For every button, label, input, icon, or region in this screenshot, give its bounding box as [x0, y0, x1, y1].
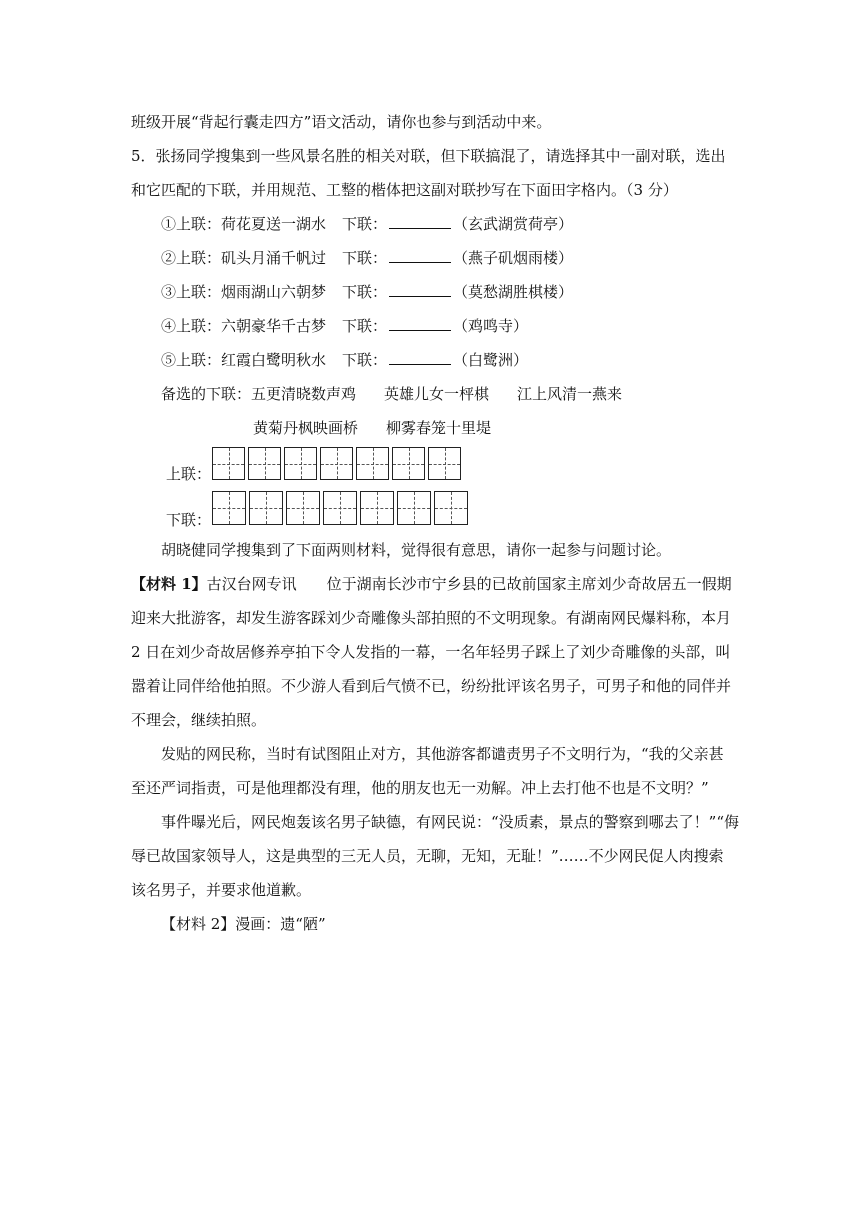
question-5-line-2: 和它匹配的下联，并用规范、工整的楷体把这副对联抄写在下面田字格内。（3 分） [131, 181, 678, 199]
writing-cell[interactable] [360, 491, 394, 525]
option-item: 五更清晓数声鸡 [251, 385, 357, 403]
couplet-lower-label: 下联： [342, 249, 388, 267]
paragraph-3-line: 该名男子，并要求他道歉。 [131, 881, 312, 899]
couplet-upper: ⑤上联：红霞白鹭明秋水 [161, 351, 327, 369]
couplet-upper: ④上联：六朝豪华千古梦 [161, 317, 327, 335]
writing-cell[interactable] [323, 491, 357, 525]
couplet-item [161, 282, 573, 302]
couplet-upper: ③上联：烟雨湖山六朝梦 [161, 283, 327, 301]
answer-blank[interactable] [389, 214, 451, 229]
question-5-line-1: 5．张扬同学搜集到一些风景名胜的相关对联，但下联搞混了，请选择其中一副对联，选出 [131, 147, 726, 165]
writing-cell[interactable] [392, 447, 425, 480]
material-1-tag: 【材料 1】 [131, 575, 207, 593]
material-2-heading: 【材料 2】漫画：遗“陋” [161, 915, 326, 933]
paragraph-2-line: 发贴的网民称，当时有试图阻止对方，其他游客都谴责男子不文明行为，“我的父亲甚 [161, 745, 724, 763]
intro-text: 班级开展“背起行囊走四方”语文活动，请你也参与到活动中来。 [131, 113, 552, 131]
couplet-upper: ①上联：荷花夏送一湖水 [161, 215, 327, 233]
grid-upper-label: 上联： [166, 465, 212, 483]
material-1-line: 不理会，继续拍照。 [131, 711, 267, 729]
couplet-item [161, 350, 528, 370]
writing-cell[interactable] [248, 447, 281, 480]
discussion-intro: 胡晓健同学搜集到了下面两则材料，觉得很有意思，请你一起参与问题讨论。 [161, 541, 672, 559]
option-item: 柳雾春笼十里堤 [386, 419, 492, 437]
writing-cell[interactable] [428, 447, 461, 480]
options-row-2 [253, 418, 491, 438]
answer-blank[interactable] [389, 248, 451, 263]
material-1-line-1 [131, 574, 732, 594]
couplet-item [161, 248, 573, 268]
couplet-place: （玄武湖赏荷亭） [453, 215, 574, 233]
writing-cell[interactable] [249, 491, 283, 525]
writing-cell[interactable] [284, 447, 317, 480]
couplet-item [161, 316, 528, 336]
couplet-item [161, 214, 573, 234]
option-item: 江上风清一燕来 [517, 385, 623, 403]
material-1-line: 迎来大批游客，却发生游客踩刘少奇雕像头部拍照的不文明现象。有湖南网民爆料称，本月 [131, 609, 732, 627]
options-row-1 [161, 384, 622, 404]
couplet-lower-label: 下联： [342, 283, 388, 301]
lower-couplet-grid [212, 491, 471, 525]
couplet-lower-label: 下联： [342, 317, 388, 335]
options-label: 备选的下联： [161, 385, 252, 403]
material-1-text: 古汉台网专讯 位于湖南长沙市宁乡县的已故前国家主席刘少奇故居五一假期 [206, 575, 732, 593]
couplet-lower-label: 下联： [342, 351, 388, 369]
couplet-place: （莫愁湖胜棋楼） [453, 283, 574, 301]
writing-cell[interactable] [434, 491, 468, 525]
option-item: 英雄儿女一枰棋 [384, 385, 490, 403]
upper-couplet-grid [212, 447, 464, 480]
couplet-place: （白鹭洲） [453, 351, 529, 369]
material-1-line: 嚣着让同伴给他拍照。不少游人看到后气愤不已，纷纷批评该名男子，可男子和他的同伴并 [131, 677, 732, 695]
paragraph-3-line: 事件曝光后，网民炮轰该名男子缺德，有网民说：“没质素，景点的警察到哪去了！”“侮 [161, 813, 740, 831]
answer-blank[interactable] [389, 282, 451, 297]
paragraph-3-line: 辱已故国家领导人，这是典型的三无人员，无聊，无知，无耻！”……不少网民促人肉搜索 [131, 847, 724, 865]
answer-blank[interactable] [389, 350, 451, 365]
writing-cell[interactable] [356, 447, 389, 480]
writing-cell[interactable] [212, 447, 245, 480]
couplet-lower-label: 下联： [342, 215, 388, 233]
couplet-place: （燕子矶烟雨楼） [453, 249, 574, 267]
writing-cell[interactable] [212, 491, 246, 525]
writing-cell[interactable] [320, 447, 353, 480]
material-1-line: 2 日在刘少奇故居修养亭拍下令人发指的一幕，一名年轻男子踩上了刘少奇雕像的头部，叫 [131, 643, 731, 661]
couplet-place: （鸡鸣寺） [453, 317, 529, 335]
option-item: 黄菊丹枫映画桥 [253, 419, 359, 437]
answer-blank[interactable] [389, 316, 451, 331]
writing-cell[interactable] [397, 491, 431, 525]
grid-lower-label: 下联： [166, 511, 212, 529]
writing-cell[interactable] [286, 491, 320, 525]
couplet-upper: ②上联：矶头月涌千帆过 [161, 249, 327, 267]
paragraph-2-line: 至还严词指责，可是他理都没有理，他的朋友也无一劝解。冲上去打他不也是不文明？” [131, 779, 709, 797]
